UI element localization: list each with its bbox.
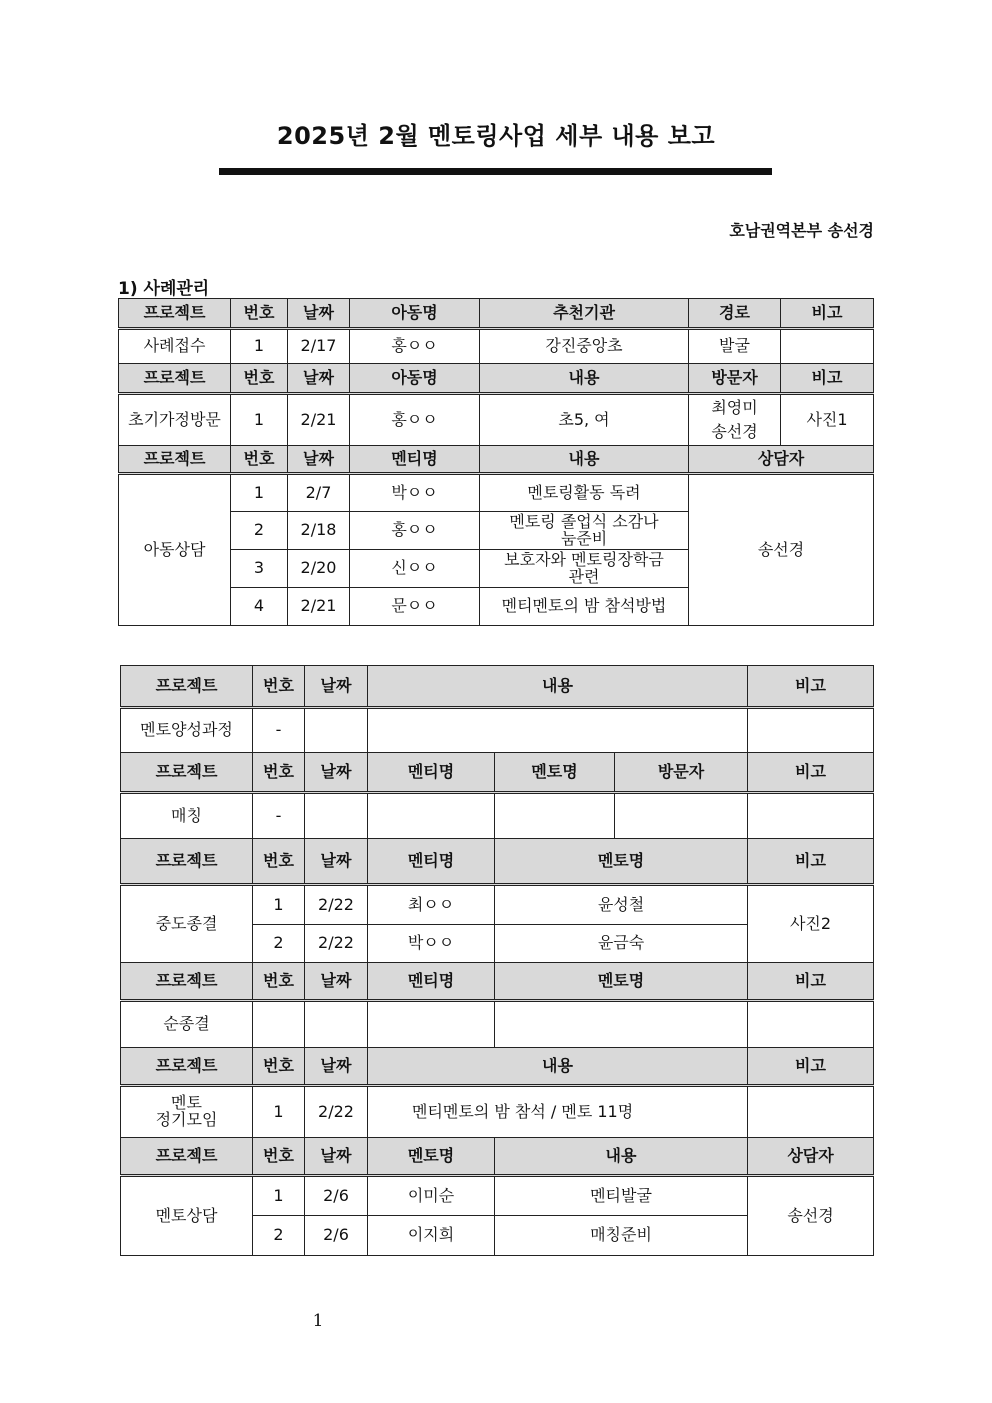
visitor-cell [689,394,781,446]
project-cell: 멘토상담 [121,1176,253,1256]
header-cell: 아동명 [350,364,480,394]
date-cell: 2/7 [288,474,350,512]
no-cell: 2 [253,925,305,963]
mentee-cell: 문ㅇㅇ [350,588,480,626]
header-cell: 아동명 [350,299,480,329]
mentee-cell: 박ㅇㅇ [350,474,480,512]
project-cell: 중도종결 [121,885,253,963]
header-cell: 비고 [781,299,874,329]
project-cell: 매칭 [121,793,253,839]
date-cell: 2/21 [288,588,350,626]
header-row [119,446,874,474]
header-cell: 번호 [231,364,288,394]
child-cell: 홍ㅇㅇ [350,329,480,364]
header-cell: 경로 [689,299,781,329]
page-title: 2025년 2월 멘토링사업 세부 내용 보고 [276,122,716,150]
mentee-cell: 최ㅇㅇ [368,885,495,925]
header-cell: 날짜 [305,1138,368,1176]
no-cell: 1 [253,1086,305,1138]
header-cell: 내용 [368,1048,748,1086]
header-cell: 멘티명 [368,963,495,1001]
date-cell: 2/22 [305,1086,368,1138]
project-line: 정기모임 [155,1110,218,1129]
project-cell: 초기가정방문 [119,394,231,446]
header-cell: 비고 [748,753,874,793]
case-management-table [118,298,874,626]
content-cell: 매칭준비 [495,1216,748,1256]
section-heading: 1) 사례관리 [118,279,210,299]
author-line: 호남권역본부 송선경 [729,221,874,240]
header-cell: 날짜 [305,963,368,1001]
no-cell: 1 [253,1176,305,1216]
date-cell: 2/22 [305,925,368,963]
note-cell [748,793,874,839]
header-cell: 프로젝트 [121,666,253,708]
agency-cell: 강진중앙초 [480,329,689,364]
no-cell: 1 [231,474,288,512]
mentee-cell: 홍ㅇㅇ [350,512,480,550]
header-cell: 내용 [495,1138,748,1176]
header-cell: 날짜 [288,299,350,329]
no-cell: 1 [253,885,305,925]
project-cell: 사례접수 [119,329,231,364]
project-line: 멘토 [171,1093,202,1113]
title-underline [219,168,772,175]
header-cell: 프로젝트 [119,364,231,394]
header-cell: 상담자 [689,446,874,474]
header-cell: 비고 [748,839,874,885]
header-row [121,666,874,708]
mentoring-table [120,665,874,1256]
table-row [121,793,874,839]
header-cell: 번호 [231,446,288,474]
note-cell [781,329,874,364]
no-cell [253,1001,305,1048]
visitor-name: 송선경 [711,422,758,441]
header-cell: 멘티명 [368,839,495,885]
header-cell: 비고 [748,1048,874,1086]
date-cell [305,793,368,839]
date-cell [305,708,368,753]
date-cell: 2/18 [288,512,350,550]
mentor-cell [495,1001,748,1048]
date-cell [305,1001,368,1048]
header-cell: 내용 [480,446,689,474]
table-row [121,1176,874,1216]
header-cell: 번호 [253,753,305,793]
route-cell: 발굴 [689,329,781,364]
date-cell: 2/21 [288,394,350,446]
child-cell: 홍ㅇㅇ [350,394,480,446]
header-row [121,963,874,1001]
no-cell: 2 [231,512,288,550]
table-row [121,885,874,925]
mentor-cell [495,793,615,839]
no-cell: 2 [253,1216,305,1256]
header-cell: 프로젝트 [121,1048,253,1086]
table-row [121,708,874,753]
header-cell: 번호 [253,666,305,708]
content-cell [368,708,748,753]
header-row [119,364,874,394]
header-cell: 날짜 [305,1048,368,1086]
counselor-cell: 송선경 [748,1176,874,1256]
content-cell: 멘티멘토의 밤 참석 / 멘토 11명 [368,1086,748,1138]
header-cell: 상담자 [748,1138,874,1176]
table-row [121,1086,874,1138]
header-cell: 번호 [231,299,288,329]
no-cell: - [253,708,305,753]
header-cell: 프로젝트 [121,1138,253,1176]
mentor-cell: 이지희 [368,1216,495,1256]
header-cell: 비고 [748,666,874,708]
content-cell: 멘토링 졸업식 소감나눔준비 [480,512,689,550]
project-cell: 순종결 [121,1001,253,1048]
project-cell: 아동상담 [119,474,231,626]
header-cell: 날짜 [305,666,368,708]
header-cell: 프로젝트 [119,299,231,329]
header-cell: 멘토명 [368,1138,495,1176]
mentee-cell: 신ㅇㅇ [350,550,480,588]
header-cell: 방문자 [689,364,781,394]
header-cell: 번호 [253,839,305,885]
mentor-cell: 이미순 [368,1176,495,1216]
mentor-cell: 윤금숙 [495,925,748,963]
date-cell: 2/22 [305,885,368,925]
header-cell: 프로젝트 [121,753,253,793]
note-cell: 사진1 [781,394,874,446]
header-cell: 비고 [748,963,874,1001]
header-cell: 멘티명 [368,753,495,793]
note-cell [748,1086,874,1138]
header-cell: 멘토명 [495,839,748,885]
table-row [119,394,874,446]
content-cell: 초5, 여 [480,394,689,446]
note-cell [748,708,874,753]
header-cell: 번호 [253,1048,305,1086]
no-cell: 4 [231,588,288,626]
header-cell: 추천기관 [480,299,689,329]
header-cell: 멘티명 [350,446,480,474]
date-cell: 2/6 [305,1176,368,1216]
no-cell: 3 [231,550,288,588]
no-cell: 1 [231,329,288,364]
content-cell: 멘티멘토의 밤 참석방법 [480,588,689,626]
date-cell: 2/20 [288,550,350,588]
header-row [121,753,874,793]
header-cell: 내용 [368,666,748,708]
visitor-cell [615,793,748,839]
header-cell: 멘토명 [495,753,615,793]
header-cell: 방문자 [615,753,748,793]
header-cell: 번호 [253,963,305,1001]
note-cell: 사진2 [748,885,874,963]
header-cell: 날짜 [288,364,350,394]
note-cell [748,1001,874,1048]
visitor-name: 최영미 [711,398,758,417]
header-row [121,1048,874,1086]
table-row [119,474,874,512]
mentee-cell [368,793,495,839]
mentee-cell [368,1001,495,1048]
project-cell [121,1086,253,1138]
mentor-cell: 윤성철 [495,885,748,925]
project-cell: 멘토양성과정 [121,708,253,753]
header-cell: 프로젝트 [121,963,253,1001]
header-cell: 프로젝트 [121,839,253,885]
header-cell: 날짜 [288,446,350,474]
header-cell: 비고 [781,364,874,394]
header-cell: 날짜 [305,839,368,885]
content-cell: 보호자와 멘토링장학금 관련 [480,550,689,588]
header-row [121,839,874,885]
date-cell: 2/17 [288,329,350,364]
header-cell: 내용 [480,364,689,394]
mentee-cell: 박ㅇㅇ [368,925,495,963]
header-cell: 프로젝트 [119,446,231,474]
header-row [121,1138,874,1176]
header-row [119,299,874,329]
content-cell: 멘토링활동 독려 [480,474,689,512]
content-cell: 멘티발굴 [495,1176,748,1216]
no-cell: 1 [231,394,288,446]
table-row [121,1001,874,1048]
header-cell: 번호 [253,1138,305,1176]
counselor-cell: 송선경 [689,474,874,626]
page-number: 1 [312,1311,324,1331]
header-cell: 날짜 [305,753,368,793]
table-row [119,329,874,364]
header-cell: 멘토명 [495,963,748,1001]
no-cell: - [253,793,305,839]
date-cell: 2/6 [305,1216,368,1256]
